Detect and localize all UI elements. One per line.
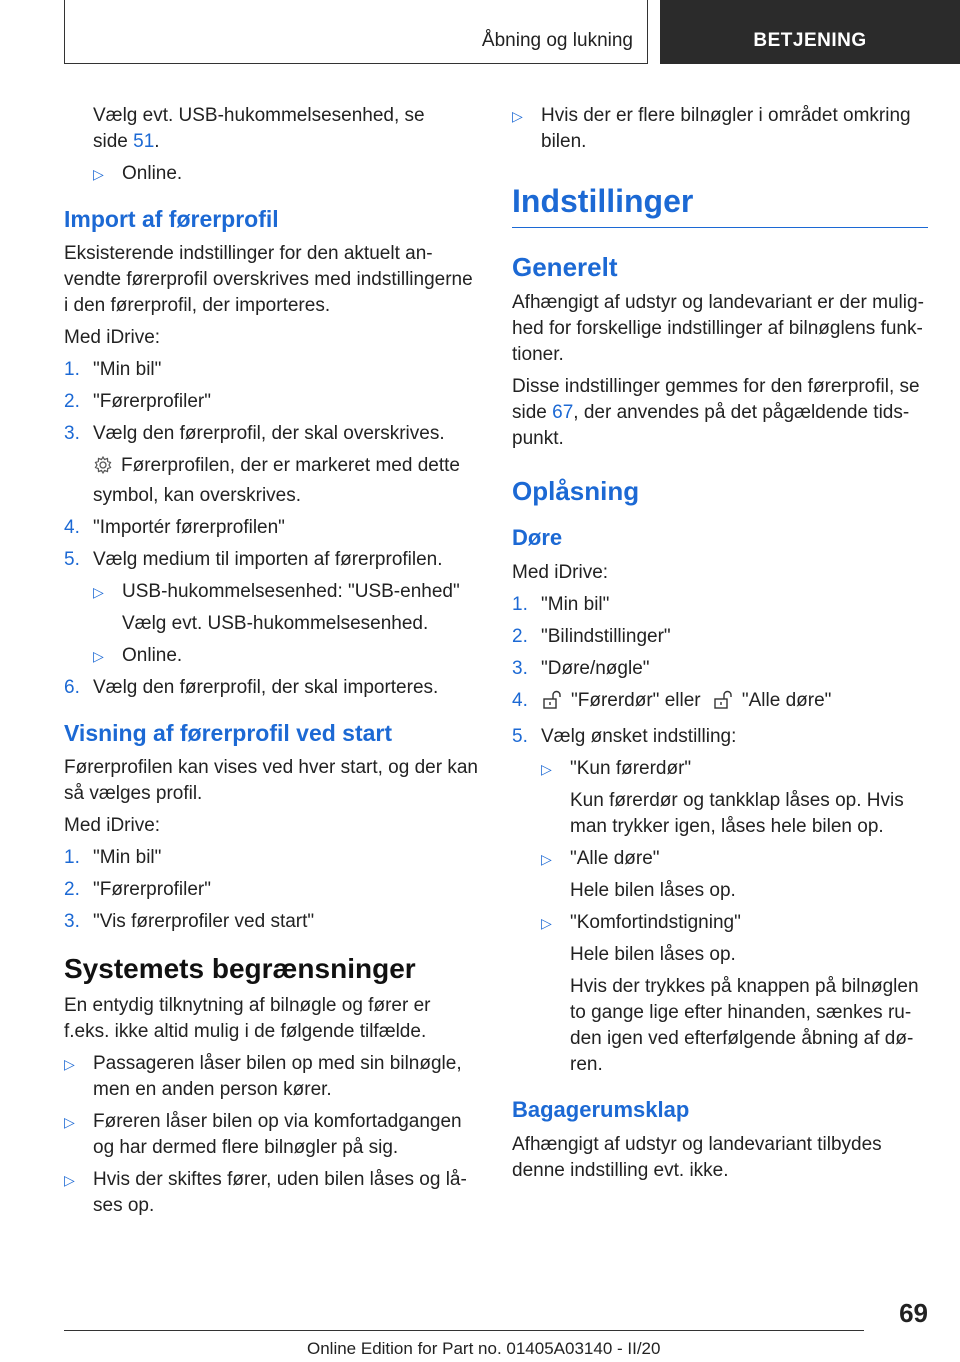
paragraph: Hvis der trykkes på knappen på bilnøglen to gange lige efter hinanden, sænkes ruden igen ved efterfølgende åbning af døren. bbox=[570, 976, 919, 1075]
page-link-51[interactable]: 51 bbox=[133, 131, 155, 152]
list-item: 1. "Min bil" bbox=[64, 847, 162, 868]
heading-generelt: Generelt bbox=[512, 252, 618, 282]
list-item: ▷ Online. bbox=[93, 645, 183, 666]
list-item: ▷ Føreren låser bilen op via komfortadgangen og har dermed flere bilnøgler på sig. bbox=[64, 1111, 462, 1158]
list-item: ▷ "Komfortindstigning" bbox=[541, 912, 741, 933]
heading-system: Systemets begrænsninger bbox=[64, 953, 416, 984]
list-item: 1. "Min bil" bbox=[64, 359, 162, 380]
list-item: 3. "Døre/nøgle" bbox=[512, 658, 650, 679]
paragraph: Hele bilen låses op. bbox=[570, 944, 736, 965]
footer-divider bbox=[64, 1330, 864, 1331]
paragraph: Kun førerdør og tankklap låses op. Hvis man trykker igen, låses hele bilen op. bbox=[570, 790, 904, 837]
list-item: 4. "Importér førerprofilen" bbox=[64, 517, 285, 538]
list-item: ▷ Passageren låser bilen op med sin bilnøgle, men en anden person kører. bbox=[64, 1053, 462, 1100]
heading-dore: Døre bbox=[512, 525, 563, 550]
page-number: 69 bbox=[899, 1298, 928, 1328]
note: Førerprofilen, der er markeret med dette symbol, kan overskrives. bbox=[93, 455, 460, 506]
right-column bbox=[512, 103, 928, 1190]
paragraph: En entydig tilknytning af bilnøgle og fører er f.eks. ikke altid mulig i de følgende tilfælde. bbox=[64, 995, 431, 1042]
paragraph: Med iDrive: bbox=[64, 815, 161, 836]
chapter-header: Åbning og lukning bbox=[64, 0, 648, 64]
list-item: 6. Vælg den førerprofil, der skal importeres. bbox=[64, 677, 439, 698]
paragraph: Hele bilen låses op. bbox=[570, 880, 736, 901]
paragraph: Afhængigt af udstyr og landevariant er der mulighed for forskellige indstillinger af bilnøglens funktioner. bbox=[512, 292, 924, 365]
list-item: ▷ USB-hukommelsesenhed: "USB-enhed" bbox=[93, 581, 460, 602]
gear-icon bbox=[93, 455, 113, 483]
list-item: 1. "Min bil" bbox=[512, 594, 610, 615]
list-item: 5. Vælg ønsket indstilling: bbox=[512, 726, 737, 747]
list-item: ▷ Online. bbox=[93, 163, 183, 184]
list-item: 4. "Førerdør" eller "Alle døre" bbox=[512, 688, 928, 718]
paragraph: Vælg evt. USB-hukommelsesenhed. bbox=[122, 613, 429, 634]
list-item: 3. "Vis førerprofiler ved start" bbox=[64, 911, 315, 932]
list-item: 2. "Førerprofiler" bbox=[64, 879, 211, 900]
unlock-icon bbox=[541, 690, 563, 718]
intro-text: Vælg evt. USB-hukommelsesenhed, se side 51. bbox=[93, 105, 425, 152]
unlock-icon bbox=[712, 690, 734, 718]
paragraph: Førerprofilen kan vises ved hver start, og der kan så vælges profil. bbox=[64, 757, 478, 804]
list-item: ▷ "Alle døre" bbox=[541, 848, 660, 869]
heading-visning: Visning af førerprofil ved start bbox=[64, 720, 393, 746]
paragraph: Disse indstillinger gemmes for den førerprofil, se side 67, der anvendes på det pågældende tidspunkt. bbox=[512, 376, 920, 449]
paragraph: Eksisterende indstillinger for den aktuelt anvendte førerprofil overskrives med indstillingerne i den førerprofil, der importeres. bbox=[64, 243, 473, 316]
list-item: ▷ Hvis der skiftes fører, uden bilen låses og låses op. bbox=[64, 1169, 467, 1216]
section-header: BETJENING bbox=[660, 0, 960, 64]
paragraph: Afhængigt af udstyr og landevariant tilbydes denne indstilling evt. ikke. bbox=[512, 1134, 882, 1181]
heading-bagagerum: Bagagerumsklap bbox=[512, 1097, 690, 1122]
list-item: 2. "Bilindstillinger" bbox=[512, 626, 671, 647]
left-column bbox=[64, 103, 480, 1225]
heading-indstillinger: Indstillinger bbox=[512, 181, 928, 228]
page-link-67[interactable]: 67 bbox=[552, 402, 574, 423]
footer-edition: Online Edition for Part no. 01405A03140 - II/20 bbox=[307, 1339, 661, 1358]
list-item: 2. "Førerprofiler" bbox=[64, 391, 211, 412]
heading-import: Import af førerprofil bbox=[64, 206, 279, 232]
list-item: ▷ "Kun førerdør" bbox=[541, 758, 692, 779]
paragraph: Med iDrive: bbox=[512, 562, 609, 583]
paragraph: Med iDrive: bbox=[64, 327, 161, 348]
list-item: ▷ Hvis der er flere bilnøgler i området omkring bilen. bbox=[512, 105, 911, 152]
heading-oplasning: Oplåsning bbox=[512, 476, 640, 506]
list-item: 5. Vælg medium til importen af førerprofilen. bbox=[64, 549, 443, 570]
list-item: 3. Vælg den førerprofil, der skal overskrives. bbox=[64, 423, 445, 444]
